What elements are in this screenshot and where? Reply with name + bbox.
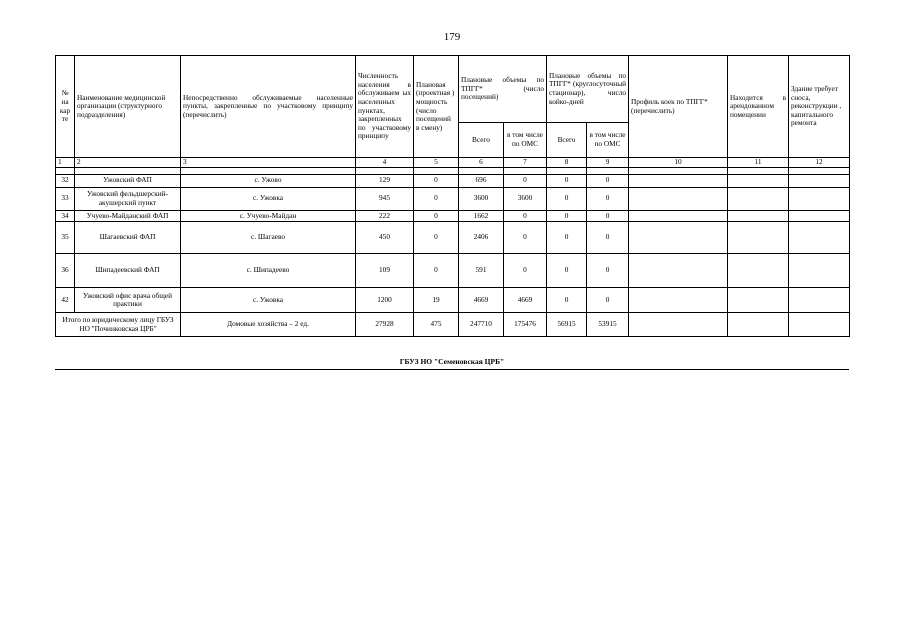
col-number: 7 — [504, 158, 547, 168]
total-bed-profile — [629, 313, 728, 337]
population: 109 — [356, 254, 414, 288]
settlements: с. Шагаево — [181, 222, 356, 254]
bed-profile — [629, 174, 728, 187]
header-map-number: № на кар те — [56, 56, 75, 158]
visits-total: 696 — [459, 174, 504, 187]
total-rented — [728, 313, 789, 337]
rented — [728, 187, 789, 210]
header-visits-oms: в том числе по ОМС — [504, 123, 547, 158]
facility-name: Ужовский фельдшерский-акушерский пункт — [75, 187, 181, 210]
total-repair-needed — [789, 313, 850, 337]
facility-name: Шагаевский ФАП — [75, 222, 181, 254]
beds-total: 0 — [547, 254, 587, 288]
settlements: с. Ужовка — [181, 187, 356, 210]
col-number: 9 — [587, 158, 629, 168]
total-settlements: Домовые хозяйства – 2 ед. — [181, 313, 356, 337]
table-row — [56, 288, 850, 313]
blank-row — [56, 167, 850, 174]
section-divider — [55, 369, 849, 370]
page-number: 179 — [443, 31, 461, 43]
facility-name: Ужовский ФАП — [75, 174, 181, 187]
visits-total: 1662 — [459, 210, 504, 222]
population: 450 — [356, 222, 414, 254]
header-beds-total: Всего — [547, 123, 587, 158]
header-planned-bed-days: Плановые объемы по ТПГГ* (круглосуточный стационар), число койко-дней — [547, 56, 629, 123]
header-population: Численность населения в обслуживаем ых населенных пунктах, закрепленных по участковому принципу — [356, 56, 414, 158]
facility-name: Ужовский офис врача общей практики — [75, 288, 181, 313]
visits-total: 2406 — [459, 222, 504, 254]
table-row — [56, 210, 850, 222]
header-settlements: Непосредственно обслуживаемые населенные пункты, закрепленные по участковому принципу (перечислить) — [181, 56, 356, 158]
repair-needed — [789, 288, 850, 313]
visits-oms: 0 — [504, 174, 547, 187]
beds-oms: 0 — [587, 288, 629, 313]
col-number: 1 — [56, 158, 75, 168]
total-visits-oms: 175476 — [504, 313, 547, 337]
row-number: 32 — [56, 174, 75, 187]
facilities-table — [55, 55, 850, 337]
row-number: 36 — [56, 254, 75, 288]
population: 222 — [356, 210, 414, 222]
row-number: 42 — [56, 288, 75, 313]
settlements: с. Учуево-Майдан — [181, 210, 356, 222]
header-beds-oms: в том числе по ОМС — [587, 123, 629, 158]
beds-total: 0 — [547, 222, 587, 254]
table-row — [56, 187, 850, 210]
col-number: 5 — [414, 158, 459, 168]
facility-name: Учуево-Майданский ФАП — [75, 210, 181, 222]
rented — [728, 288, 789, 313]
col-number: 10 — [629, 158, 728, 168]
rented — [728, 174, 789, 187]
rented — [728, 210, 789, 222]
rented — [728, 254, 789, 288]
col-number: 2 — [75, 158, 181, 168]
repair-needed — [789, 210, 850, 222]
beds-oms: 0 — [587, 254, 629, 288]
settlements: с. Шипадеево — [181, 254, 356, 288]
population: 1200 — [356, 288, 414, 313]
header-capacity: Плановая (проектная ) мощность (число посещений в смену) — [414, 56, 459, 158]
total-population: 27928 — [356, 313, 414, 337]
capacity: 0 — [414, 210, 459, 222]
bed-profile — [629, 254, 728, 288]
visits-oms: 0 — [504, 222, 547, 254]
col-number: 6 — [459, 158, 504, 168]
visits-total: 3600 — [459, 187, 504, 210]
bed-profile — [629, 187, 728, 210]
beds-total: 0 — [547, 187, 587, 210]
beds-oms: 0 — [587, 174, 629, 187]
table-row — [56, 254, 850, 288]
visits-total: 4669 — [459, 288, 504, 313]
total-beds-total: 56915 — [547, 313, 587, 337]
total-capacity: 475 — [414, 313, 459, 337]
population: 129 — [356, 174, 414, 187]
header-repair-needed: Здание требует сноса, реконструкции , капитального ремонта — [789, 56, 850, 158]
table-row — [56, 222, 850, 254]
bed-profile — [629, 210, 728, 222]
bed-profile — [629, 222, 728, 254]
beds-oms: 0 — [587, 210, 629, 222]
total-row — [56, 313, 850, 337]
capacity: 0 — [414, 187, 459, 210]
row-number: 35 — [56, 222, 75, 254]
bed-profile — [629, 288, 728, 313]
capacity: 0 — [414, 174, 459, 187]
col-number: 11 — [728, 158, 789, 168]
capacity: 19 — [414, 288, 459, 313]
total-beds-oms: 53915 — [587, 313, 629, 337]
next-organization-heading: ГБУЗ НО "Семеновская ЦРБ" — [399, 357, 505, 366]
visits-oms: 4669 — [504, 288, 547, 313]
repair-needed — [789, 187, 850, 210]
settlements: с. Ужовка — [181, 288, 356, 313]
beds-oms: 0 — [587, 187, 629, 210]
col-number: 12 — [789, 158, 850, 168]
row-number: 34 — [56, 210, 75, 222]
column-numbers-row — [56, 158, 850, 168]
visits-oms: 3600 — [504, 187, 547, 210]
total-visits-total: 247710 — [459, 313, 504, 337]
header-row — [56, 56, 850, 123]
total-label: Итого по юридическому лицу ГБУЗ НО "Починковская ЦРБ" — [56, 313, 181, 337]
rented — [728, 222, 789, 254]
header-visits-total: Всего — [459, 123, 504, 158]
beds-total: 0 — [547, 210, 587, 222]
row-number: 33 — [56, 187, 75, 210]
repair-needed — [789, 174, 850, 187]
header-rented: Находится в арендованном помещении — [728, 56, 789, 158]
facility-name: Шипадеевский ФАП — [75, 254, 181, 288]
header-planned-visits: Плановые объемы по ТПГГ* (число посещений) — [459, 56, 547, 123]
capacity: 0 — [414, 254, 459, 288]
beds-total: 0 — [547, 288, 587, 313]
repair-needed — [789, 222, 850, 254]
settlements: с. Ужово — [181, 174, 356, 187]
population: 945 — [356, 187, 414, 210]
table-row — [56, 174, 850, 187]
visits-oms: 0 — [504, 210, 547, 222]
visits-total: 591 — [459, 254, 504, 288]
col-number: 8 — [547, 158, 587, 168]
repair-needed — [789, 254, 850, 288]
header-org-name: Наименование медицинской организации (структурного подразделения) — [75, 56, 181, 158]
col-number: 3 — [181, 158, 356, 168]
visits-oms: 0 — [504, 254, 547, 288]
col-number: 4 — [356, 158, 414, 168]
capacity: 0 — [414, 222, 459, 254]
beds-oms: 0 — [587, 222, 629, 254]
beds-total: 0 — [547, 174, 587, 187]
header-bed-profile: Профиль коек по ТПГГ* (перечислить) — [629, 56, 728, 158]
